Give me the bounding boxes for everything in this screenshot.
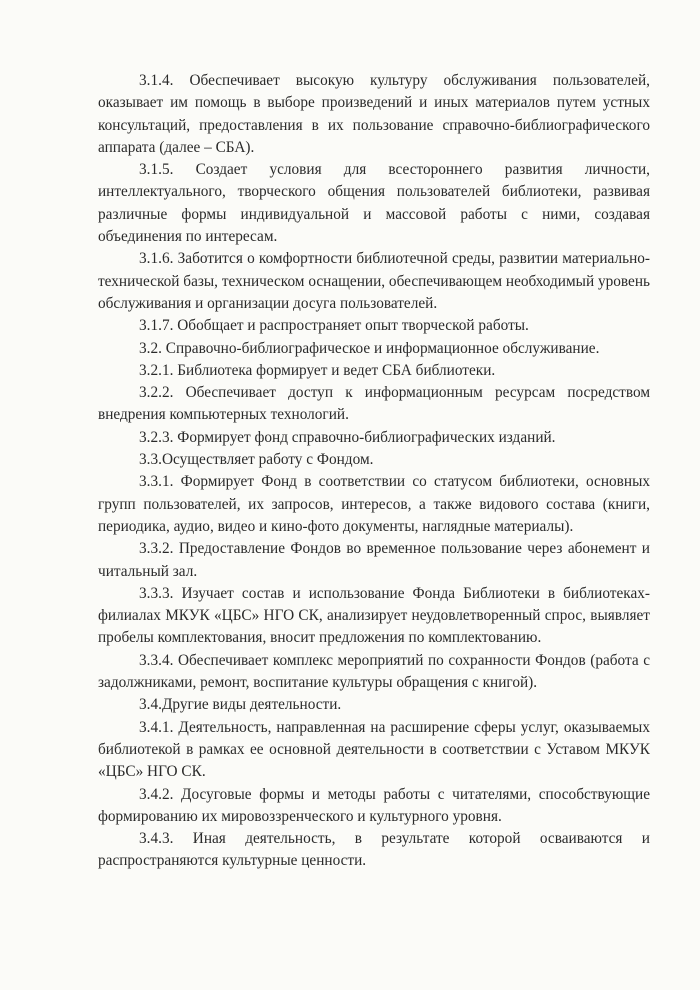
paragraph-3-4-1: 3.4.1. Деятельность, направленная на расширение сферы услуг, оказываемых библиотекой в рамках ее основной деятельности в соответствии с Уставом МКУК «ЦБС» НГО СК. xyxy=(98,718,650,781)
paragraph-3-1-4: 3.1.4. Обеспечивает высокую культуру обслуживания пользователей, оказывает им помощь в выборе произведений и иных материалов путем устных консультаций, предоставления в их пользование справочно-библиографического аппарата (далее – СБА). xyxy=(98,72,650,156)
paragraph-3-1-7: 3.1.7. Обобщает и распространяет опыт творческой работы. xyxy=(139,317,529,335)
document-page xyxy=(98,70,650,873)
paragraph-3-4-3: 3.4.3. Иная деятельность, в результате которой осваиваются и распространяются культурные ценности. xyxy=(98,830,650,870)
paragraph-3-3-1: 3.3.1. Формирует Фонд в соответствии со статусом библиотеки, основных групп пользователей, их запросов, интересов, а также видового состава (книги, периодика, аудио, видео и кино-фото документы, наглядные материалы). xyxy=(98,473,650,535)
section-heading-3-2: 3.2. Справочно-библиографическое и информационное обслуживание. xyxy=(139,339,600,357)
paragraph-3-2-1: 3.2.1. Библиотека формирует и ведет СБА библиотеки. xyxy=(139,361,496,379)
section-heading-3-4: 3.4.Другие виды деятельности. xyxy=(139,696,342,714)
paragraph-3-2-3: 3.2.3. Формирует фонд справочно-библиографических изданий. xyxy=(139,428,556,446)
paragraph-3-1-5: 3.1.5. Создает условия для всестороннего развития личности, интеллектуального, творческого общения пользователей библиотеки, развивая различные формы индивидуальной и массовой работы с ними, создавая объединения по интересам. xyxy=(98,161,650,246)
paragraph-3-2-2: 3.2.2. Обеспечивает доступ к информационным ресурсам посредством внедрения компьютерных технологий. xyxy=(98,384,650,424)
section-heading-3-3: 3.3.Осуществляет работу с Фондом. xyxy=(139,451,374,469)
paragraph-3-3-4: 3.3.4. Обеспечивает комплекс мероприятий по сохранности Фондов (работа с задолжниками, ремонт, воспитание культуры обращения с книгой). xyxy=(98,651,650,692)
paragraph-3-1-6: 3.1.6. Заботится о комфортности библиотечной среды, развитии материально-технической базы, техническом оснащении, обеспечивающем необходимый уровень обслуживания и организации досуга пользователей. xyxy=(98,250,650,312)
paragraph-3-3-3: 3.3.3. Изучает состав и использование Фонда Библиотеки в библиотеках-филиалах МКУК «ЦБС» НГО СК, анализирует неудовлетворенный спрос, выявляет пробелы комплектования, вносит предложения по комплектованию. xyxy=(98,584,650,647)
paragraph-3-4-2: 3.4.2. Досуговые формы и методы работы с читателями, способствующие формированию их мировоззренческого и культурного уровня. xyxy=(98,785,650,825)
paragraph-3-3-2: 3.3.2. Предоставление Фондов во временное пользование через абонемент и читальный зал. xyxy=(98,540,650,580)
